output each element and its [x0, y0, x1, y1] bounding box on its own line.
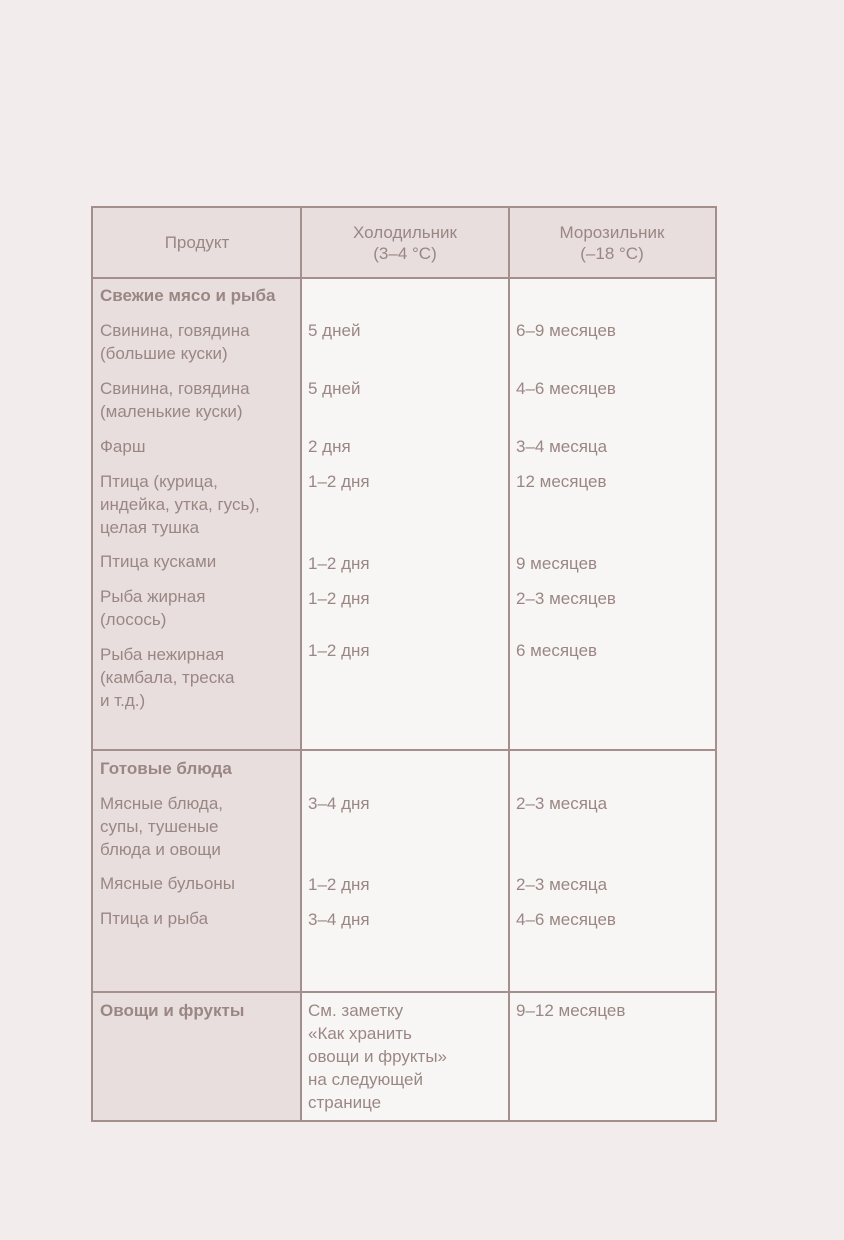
row-fridge: 2 дня	[308, 437, 351, 456]
divider-vertical-1	[300, 208, 302, 1120]
row-fridge: 5 дней	[308, 379, 361, 398]
row-freezer: 12 месяцев	[516, 472, 607, 491]
divider-section-2	[93, 991, 715, 993]
vegetables-fridge-note: См. заметку «Как хранить овощи и фрукты» на следующей странице	[308, 1001, 448, 1112]
freezer-column-bg	[509, 208, 715, 1120]
row-freezer: 6 месяцев	[516, 641, 598, 660]
header-product: Продукт	[164, 233, 230, 252]
row-fridge: 1–2 дня	[308, 641, 370, 660]
row-freezer: 6–9 месяцев	[516, 321, 616, 340]
row-product: Фарш	[100, 437, 146, 456]
row-product: Свинина, говядина (большие куски)	[100, 321, 250, 363]
section-title-vegetables-fruits: Овощи и фрукты	[100, 1001, 245, 1020]
row-product: Рыба жирная (лосось)	[100, 587, 206, 629]
row-freezer: 4–6 месяцев	[516, 910, 616, 929]
row-fridge: 3–4 дня	[308, 910, 370, 929]
row-fridge: 3–4 дня	[308, 794, 370, 813]
row-product: Мясные блюда, супы, тушеные блюда и овощи	[100, 794, 224, 859]
row-product: Рыба нежирная (камбала, треска и т.д.)	[100, 645, 235, 710]
row-freezer: 2–3 месяца	[516, 875, 608, 894]
section-title-ready-meals: Готовые блюда	[100, 759, 232, 778]
row-product: Свинина, говядина (маленькие куски)	[100, 379, 250, 421]
row-product: Птица кусками	[100, 552, 217, 571]
divider-vertical-2	[508, 208, 510, 1120]
row-product: Птица и рыба	[100, 909, 209, 928]
header-freezer: Морозильник (–18 °C)	[559, 222, 665, 263]
row-fridge: 1–2 дня	[308, 472, 370, 491]
row-fridge: 1–2 дня	[308, 554, 370, 573]
row-fridge: 1–2 дня	[308, 875, 370, 894]
divider-header	[93, 277, 715, 279]
header-fridge: Холодильник (3–4 °C)	[353, 222, 457, 263]
row-product: Мясные бульоны	[100, 874, 235, 893]
divider-section-1	[93, 749, 715, 751]
fridge-column-bg	[301, 208, 509, 1120]
row-fridge: 5 дней	[308, 321, 361, 340]
section-title-fresh-meat-fish: Свежие мясо и рыба	[100, 286, 276, 305]
row-freezer: 2–3 месяцев	[516, 589, 616, 608]
row-product: Птица (курица, индейка, утка, гусь), целая тушка	[100, 472, 260, 537]
vegetables-freezer: 9–12 месяцев	[516, 1001, 626, 1020]
storage-table	[91, 206, 717, 1122]
row-freezer: 3–4 месяца	[516, 437, 608, 456]
row-fridge: 1–2 дня	[308, 589, 370, 608]
row-freezer: 2–3 месяца	[516, 794, 608, 813]
row-freezer: 4–6 месяцев	[516, 379, 616, 398]
row-freezer: 9 месяцев	[516, 554, 598, 573]
